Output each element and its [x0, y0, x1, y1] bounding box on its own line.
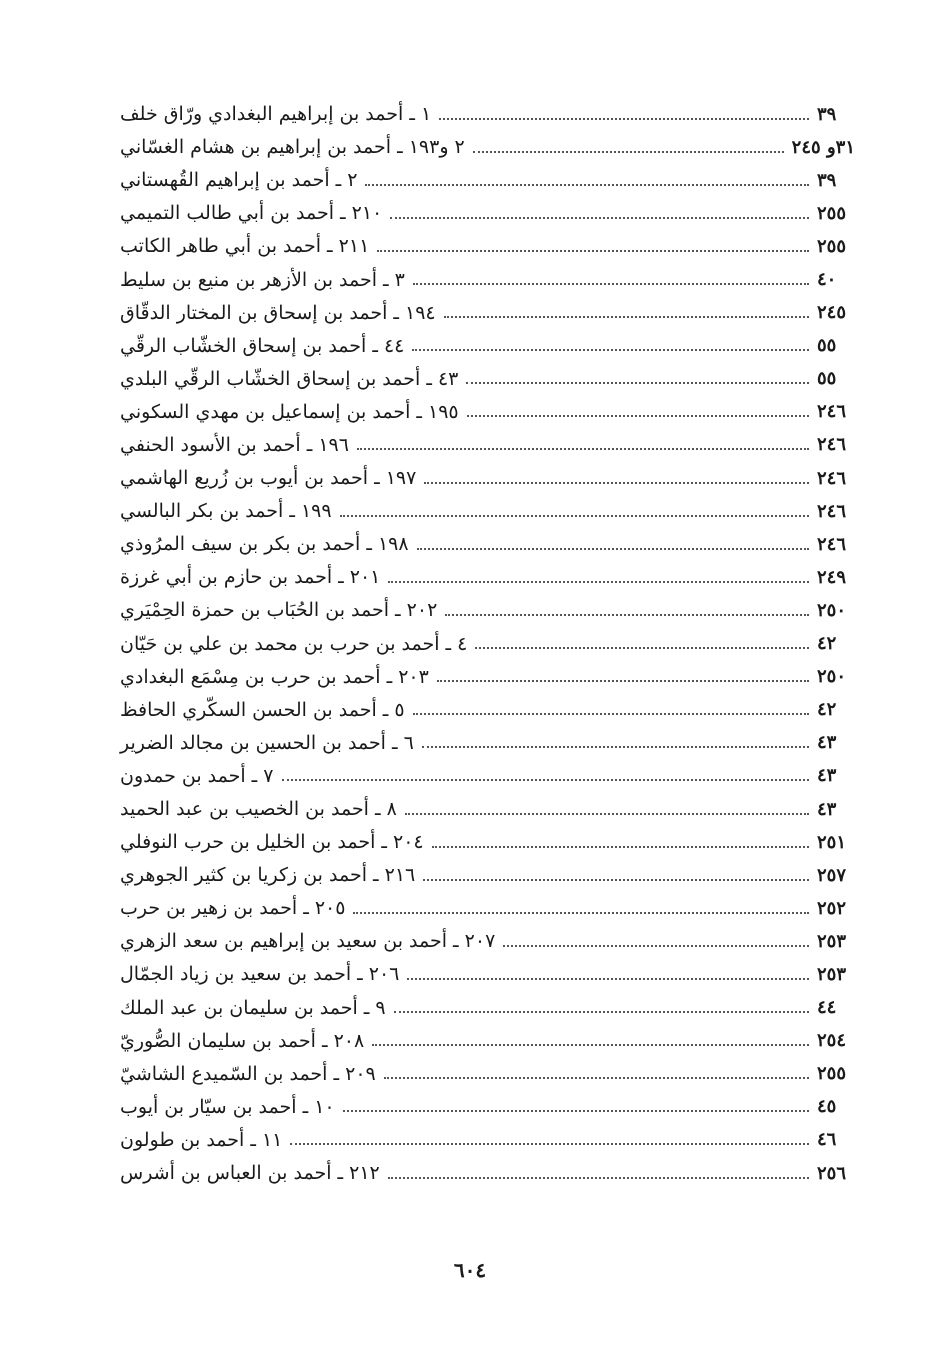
entry-page-ref: ٣٩ — [817, 169, 837, 191]
entry-page-ref: ٢٤٥ — [817, 302, 847, 324]
index-entry — [110, 958, 855, 991]
entry-name: ٢ ـ أحمد بن إبراهيم القُهستاني — [120, 169, 358, 192]
index-entry — [110, 164, 855, 197]
dot-leader — [340, 515, 809, 517]
dot-leader — [405, 813, 809, 815]
entry-page-ref: ٢٥٣ — [817, 963, 847, 985]
dot-leader — [388, 1177, 809, 1179]
entry-page-ref: ٣٩ — [817, 103, 837, 125]
entry-page-ref: ٢٤٦ — [817, 467, 847, 489]
index-entry — [110, 1124, 855, 1157]
dot-leader — [467, 415, 809, 417]
entry-page-ref: ٢٥٧ — [817, 864, 847, 886]
entry-name: ٢١٠ ـ أحمد بن أبي طالب التميمي — [120, 202, 383, 225]
index-entry — [110, 1025, 855, 1058]
entry-page-ref: ٢٥٤ — [817, 1030, 847, 1052]
dot-leader — [377, 250, 809, 252]
dot-leader — [413, 713, 809, 715]
index-entry — [110, 793, 855, 826]
dot-leader — [353, 912, 809, 914]
dot-leader — [424, 482, 809, 484]
index-entry — [110, 363, 855, 396]
index-entry — [110, 297, 855, 330]
dot-leader — [388, 581, 809, 583]
entry-name: ٩ ـ أحمد بن سليمان بن عبد الملك — [120, 996, 386, 1019]
dot-leader — [423, 879, 809, 881]
entry-page-ref: ٢٥٥ — [817, 235, 847, 257]
index-entry — [110, 429, 855, 462]
entry-name: ٢١١ ـ أحمد بن أبي طاهر الكاتب — [120, 235, 370, 258]
entry-name: ١٩٩ ـ أحمد بن بكر البالسي — [120, 500, 332, 523]
index-entry — [110, 462, 855, 495]
entry-name: ٢٠٦ ـ أحمد بن سعيد بن زياد الجمّال — [120, 963, 400, 986]
entry-page-ref: ٢٥٥ — [817, 202, 847, 224]
index-entry — [110, 594, 855, 627]
entry-name: ٥ ـ أحمد بن الحسن السكّري الحافظ — [120, 698, 405, 721]
dot-leader — [290, 1143, 809, 1145]
entry-page-ref: ٥٥ — [817, 335, 837, 357]
entry-name: ٤ ـ أحمد بن حرب بن محمد بن علي بن حَيّان — [120, 632, 468, 655]
entry-name: ٤٣ ـ أحمد بن إسحاق الخشّاب الرقّي البلدي — [120, 367, 459, 390]
index-entry — [110, 760, 855, 793]
dot-leader — [417, 548, 809, 550]
index-entry — [110, 859, 855, 892]
entry-page-ref: ٤٣ — [817, 798, 837, 820]
entry-page-ref: ٢٥٥ — [817, 1063, 847, 1085]
dot-leader — [384, 1077, 809, 1079]
dot-leader — [412, 349, 809, 351]
entry-name: ٤٤ ـ أحمد بن إسحاق الخشّاب الرقّي — [120, 334, 405, 357]
entry-name: ١١ ـ أحمد بن طولون — [120, 1128, 283, 1151]
entry-page-ref: ٤٥ — [817, 1096, 837, 1118]
index-entry — [110, 131, 855, 164]
entry-name: ١٩٧ ـ أحمد بن أيوب بن زُريع الهاشمي — [120, 467, 417, 490]
dot-leader — [503, 945, 809, 947]
entry-page-ref: ٢٤٦ — [817, 401, 847, 423]
index-entry — [110, 727, 855, 760]
index-entry — [110, 98, 855, 131]
dot-leader — [407, 978, 809, 980]
dot-leader — [282, 779, 809, 781]
dot-leader — [445, 614, 809, 616]
entry-name: ٢١٢ ـ أحمد بن العباس بن أشرس — [120, 1162, 380, 1185]
entry-name: ٨ ـ أحمد بن الخصيب بن عبد الحميد — [120, 798, 397, 821]
entry-page-ref: ٢٥٠ — [817, 599, 847, 621]
entry-name: ٢ و١٩٣ ـ أحمد بن إبراهيم بن هشام الغسّاني — [120, 136, 465, 159]
index-entry — [110, 694, 855, 727]
entry-page-ref: ٢٥٢ — [817, 897, 847, 919]
index-entry — [110, 892, 855, 925]
page-number: ٦٠٤ — [453, 1258, 487, 1282]
entry-name: ٦ ـ أحمد بن الحسين بن مجالد الضرير — [120, 731, 414, 754]
entry-name: ٣ ـ أحمد بن الأزهر بن منيع بن سليط — [120, 268, 405, 291]
entry-page-ref: ٤٤ — [817, 997, 837, 1019]
entry-page-ref: ٢٤٦ — [817, 500, 847, 522]
entry-page-ref: ٢٤٦ — [817, 434, 847, 456]
entry-name: ١٠ ـ أحمد بن سيّار بن أيوب — [120, 1095, 335, 1118]
dot-leader — [372, 1044, 809, 1046]
entry-name: ٢٠٧ ـ أحمد بن سعيد بن إبراهيم بن سعد الزهري — [120, 930, 496, 953]
index-entry — [110, 992, 855, 1025]
index-entry — [110, 495, 855, 528]
entry-page-ref: ٤٠ — [817, 269, 837, 291]
entry-name: ٢٠٣ ـ أحمد بن حرب بن مِسْمَع البغدادي — [120, 665, 429, 688]
dot-leader — [394, 1011, 809, 1013]
dot-leader — [437, 680, 809, 682]
dot-leader — [473, 151, 784, 153]
dot-leader — [432, 846, 809, 848]
dot-leader — [343, 1110, 809, 1112]
entry-page-ref: ٤٣ — [817, 732, 837, 754]
dot-leader — [390, 217, 809, 219]
entry-name: ٢٠٩ ـ أحمد بن السّميدع الشاشيّ — [120, 1062, 376, 1085]
entry-name: ٢٠٤ ـ أحمد بن الخليل بن حرب النوفلي — [120, 831, 424, 854]
entry-name: ٢٠٨ ـ أحمد بن سليمان الصُّوريّ — [120, 1029, 365, 1052]
entry-page-ref: ٢٤٩ — [817, 566, 847, 588]
index-entry — [110, 330, 855, 363]
entry-name: ٢٠١ ـ أحمد بن حازم بن أبي غرزة — [120, 566, 381, 589]
entry-page-ref: ٢٥٦ — [817, 1162, 847, 1184]
entry-name: ١ ـ أحمد بن إبراهيم البغدادي ورّاق خلف — [120, 103, 432, 126]
entry-page-ref: ٤٢ — [817, 699, 837, 721]
index-entry — [110, 561, 855, 594]
entry-name: ١٩٦ ـ أحمد بن الأسود الحنفي — [120, 433, 349, 456]
entry-name: ٢١٦ ـ أحمد بن زكريا بن كثير الجوهري — [120, 864, 416, 887]
index-entry — [110, 528, 855, 561]
index-entry — [110, 263, 855, 296]
index-entry — [110, 1058, 855, 1091]
index-entry — [110, 230, 855, 263]
entry-page-ref: ٤٢ — [817, 633, 837, 655]
entry-name: ٧ ـ أحمد بن حمدون — [120, 764, 274, 787]
dot-leader — [365, 184, 809, 186]
entry-page-ref: ٥٥ — [817, 368, 837, 390]
index-entry — [110, 1157, 855, 1190]
entry-page-ref: ٣١و ٢٤٥ — [791, 136, 855, 158]
entry-name: ٢٠٢ ـ أحمد بن الحُبَاب بن حمزة الحِمْيَري — [120, 599, 438, 622]
index-entry — [110, 826, 855, 859]
dot-leader — [466, 382, 809, 384]
index-entry — [110, 925, 855, 958]
dot-leader — [413, 283, 809, 285]
index-list — [110, 98, 855, 1190]
index-entry — [110, 197, 855, 230]
dot-leader — [439, 118, 809, 120]
index-entry — [110, 396, 855, 429]
entry-page-ref: ٢٥١ — [817, 831, 847, 853]
entry-name: ١٩٨ ـ أحمد بن بكر بن سيف المرُوذي — [120, 533, 409, 556]
entry-page-ref: ٢٥٣ — [817, 930, 847, 952]
dot-leader — [475, 647, 809, 649]
entry-page-ref: ٢٥٠ — [817, 666, 847, 688]
index-entry — [110, 628, 855, 661]
entry-page-ref: ٢٤٦ — [817, 533, 847, 555]
entry-name: ١٩٤ ـ أحمد بن إسحاق بن المختار الدقّاق — [120, 301, 436, 324]
dot-leader — [357, 448, 809, 450]
index-entry — [110, 661, 855, 694]
entry-name: ٢٠٥ ـ أحمد بن زهير بن حرب — [120, 897, 346, 920]
index-entry — [110, 1091, 855, 1124]
dot-leader — [422, 746, 809, 748]
entry-page-ref: ٤٦ — [817, 1129, 837, 1151]
entry-page-ref: ٤٣ — [817, 765, 837, 787]
dot-leader — [444, 316, 809, 318]
entry-name: ١٩٥ ـ أحمد بن إسماعيل بن مهدي السكوني — [120, 400, 459, 423]
